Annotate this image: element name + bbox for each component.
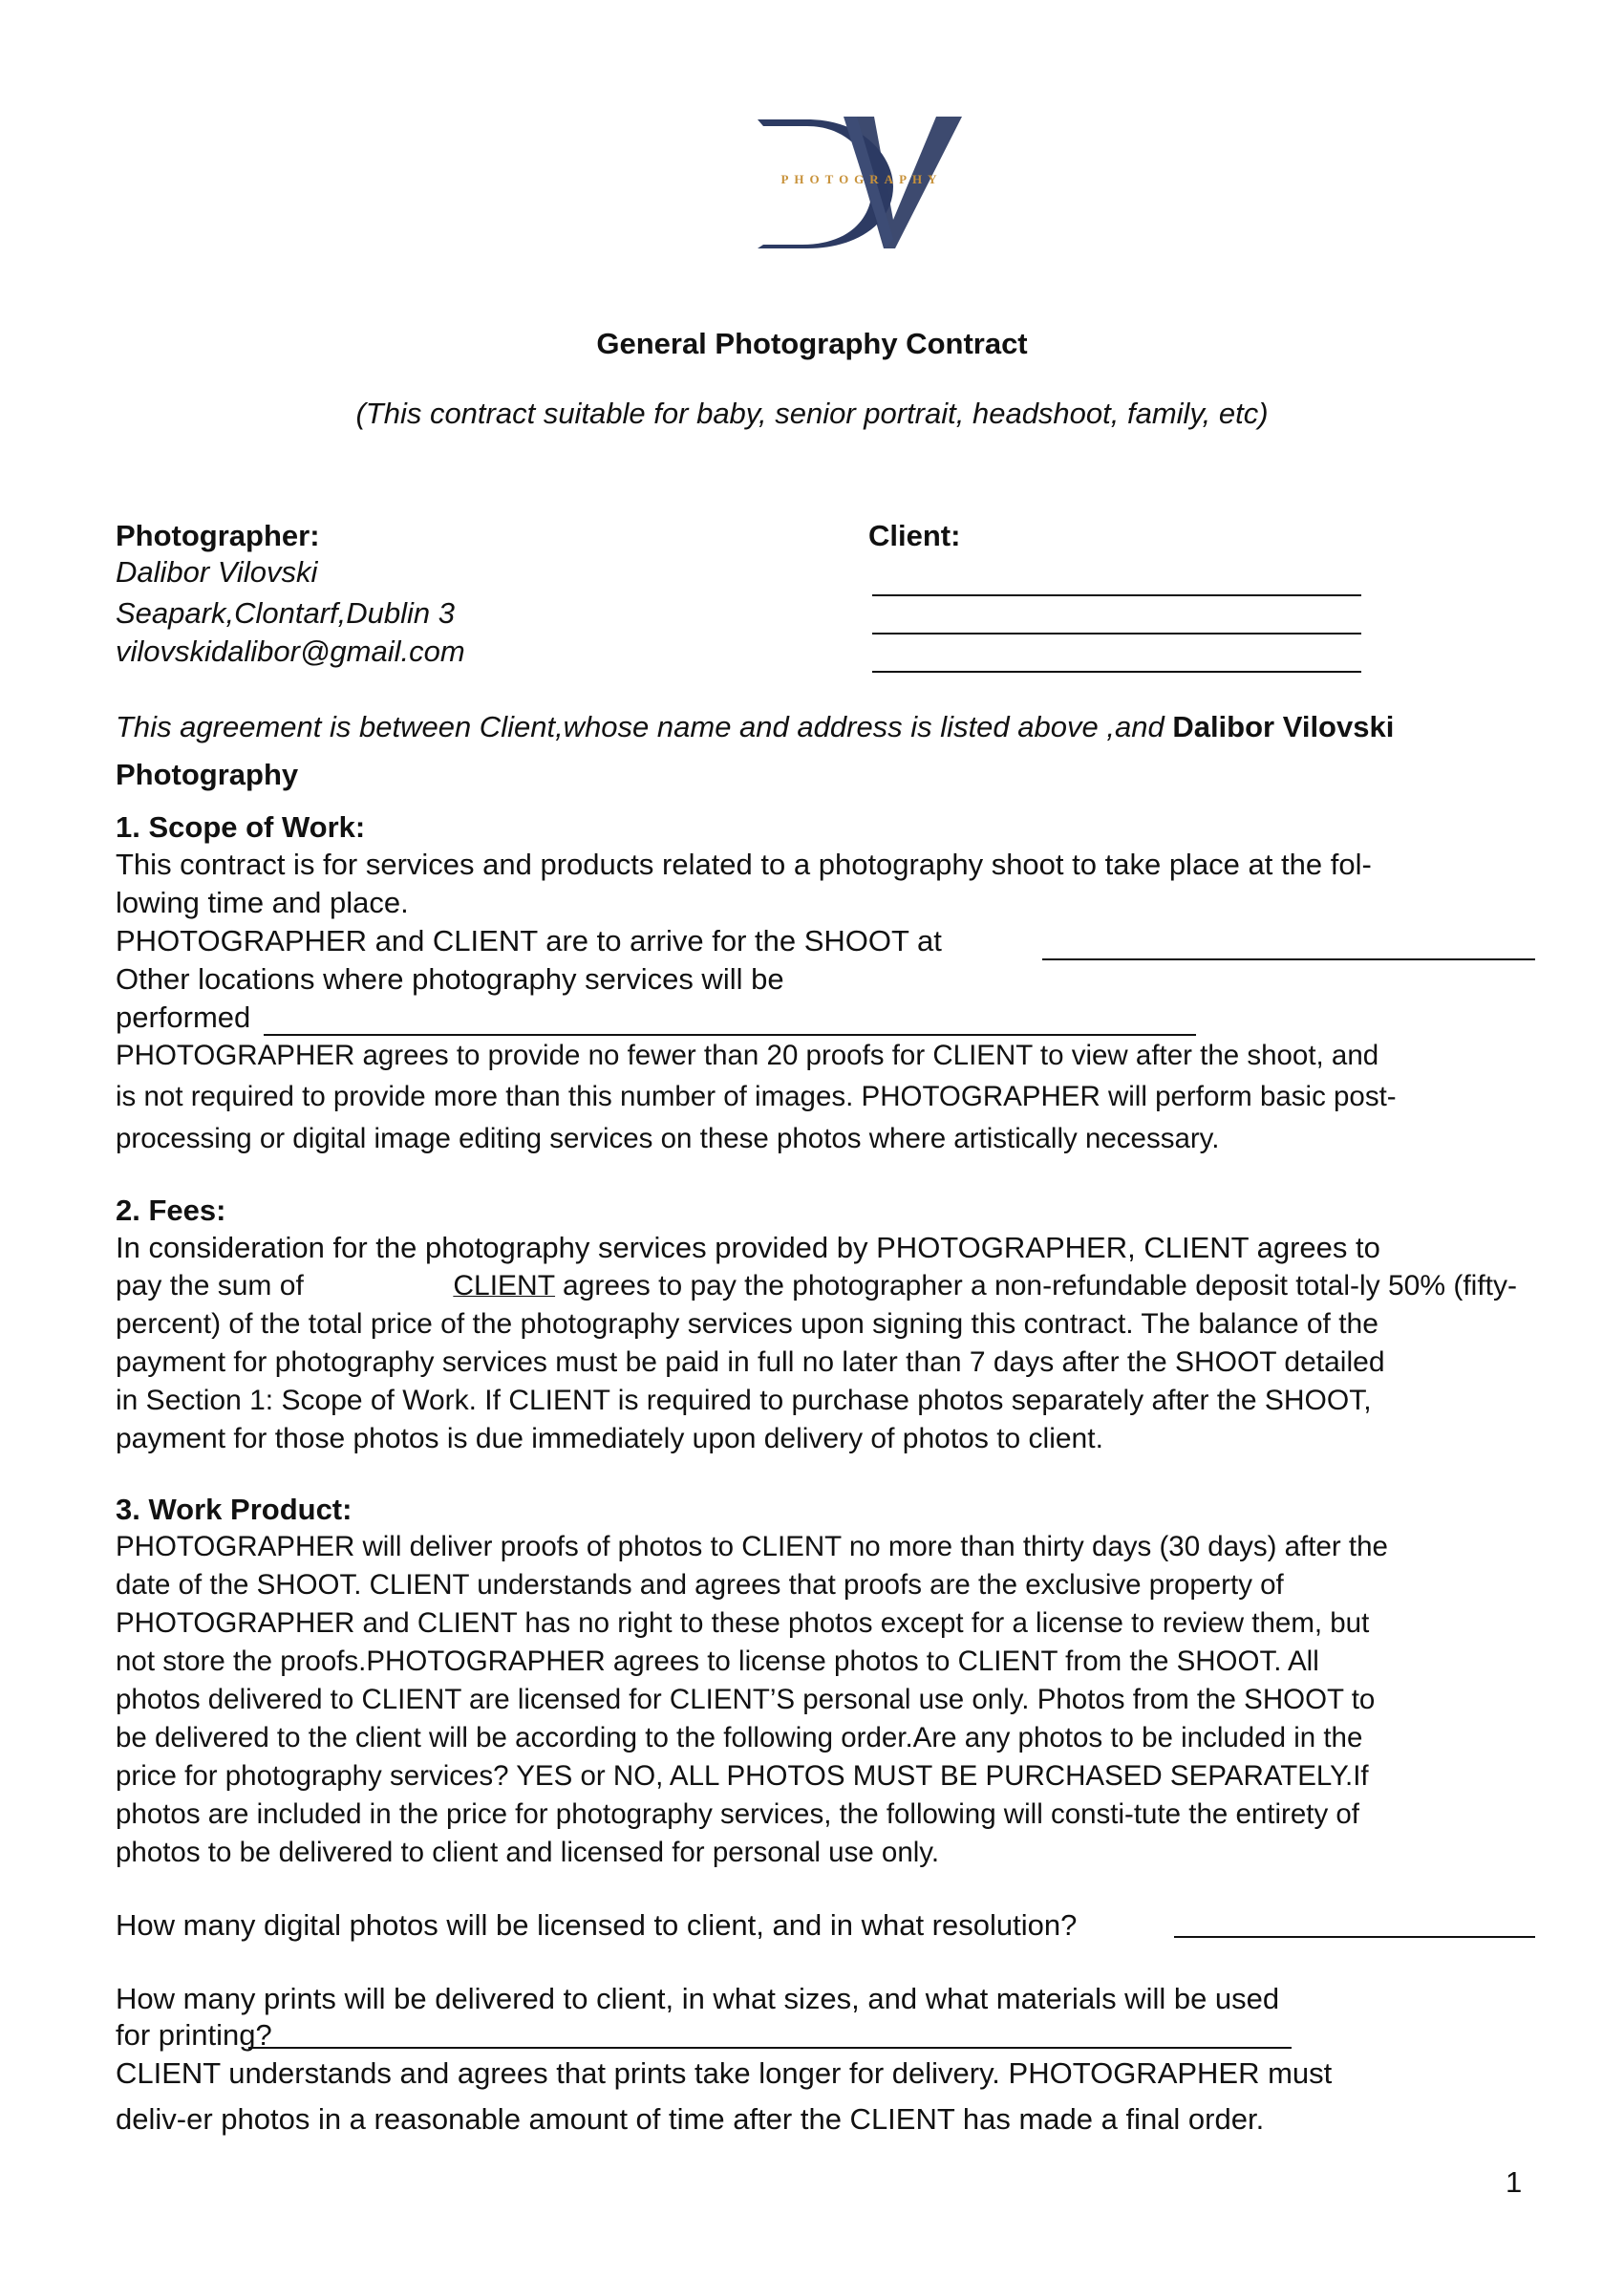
digital-question: How many digital photos will be licensed to client, and in what resolution? <box>116 1908 1078 1942</box>
work-heading: 3. Work Product: <box>116 1493 353 1526</box>
delivery-line1: CLIENT understands and agrees that prints take longer for delivery. PHOTOGRAPHER must <box>116 2056 1333 2090</box>
fees-heading: 2. Fees: <box>116 1194 226 1227</box>
arrive-time-field[interactable] <box>1042 958 1535 960</box>
agreement-party: Dalibor Vilovski <box>1172 710 1395 743</box>
client-address-field[interactable] <box>872 633 1361 635</box>
work-line: photos are included in the price for photography services, the following will consti-tute the entirety of <box>116 1798 1359 1830</box>
fees-line5: in Section 1: Scope of Work. If CLIENT is required to purchase photos separately after the SHOOT, <box>116 1385 1372 1416</box>
prints-answer-field[interactable] <box>248 2047 1292 2049</box>
client-name-field[interactable] <box>872 594 1361 596</box>
logo <box>750 105 970 258</box>
fees-deposit: agrees to pay the photographer a non-refundable deposit total-ly 50% (fifty- <box>563 1270 1517 1301</box>
work-line: photos to be delivered to client and licensed for personal use only. <box>116 1837 940 1868</box>
work-line: not store the proofs.PHOTOGRAPHER agrees to license photos to CLIENT from the SHOOT. All <box>116 1645 1319 1677</box>
work-line: date of the SHOOT. CLIENT understands and agrees that proofs are the exclusive property of <box>116 1569 1284 1601</box>
scope-line1: This contract is for services and products related to a photography shoot to take place at the fol- <box>116 848 1372 881</box>
photographer-address: Seapark,Clontarf,Dublin 3 <box>116 596 455 630</box>
other-locations-field[interactable] <box>264 1034 1196 1036</box>
page-number: 1 <box>1506 2165 1523 2199</box>
client-contact-field[interactable] <box>872 671 1361 673</box>
fees-pay-sum: pay the sum of <box>116 1270 304 1301</box>
agreement-prefix: This agreement is between Client,whose name and address is listed above ,and <box>116 710 1165 743</box>
fees-client-underlined: CLIENT <box>453 1270 556 1301</box>
scope-proofs2: is not required to provide more than this number of images. PHOTOGRAPHER will perform basic post- <box>116 1081 1397 1112</box>
scope-arrive: PHOTOGRAPHER and CLIENT are to arrive for the SHOOT at <box>116 924 942 957</box>
fees-line1: In consideration for the photography services provided by PHOTOGRAPHER, CLIENT agrees to <box>116 1231 1380 1264</box>
prints-question1: How many prints will be delivered to client, in what sizes, and what materials will be used <box>116 1982 1280 2015</box>
scope-other1: Other locations where photography services will be <box>116 962 784 996</box>
fees-line6: payment for those photos is due immediately upon delivery of photos to client. <box>116 1423 1103 1454</box>
fees-line2 <box>116 1267 1517 1305</box>
work-line: price for photography services? YES or NO, ALL PHOTOS MUST BE PURCHASED SEPARATELY.If <box>116 1760 1369 1792</box>
photographer-email: vilovskidalibor@gmail.com <box>116 635 465 668</box>
fees-line3: percent) of the total price of the photography services upon signing this contract. The balance of the <box>116 1308 1378 1340</box>
work-line: PHOTOGRAPHER and CLIENT has no right to these photos except for a license to review them, but <box>116 1607 1370 1639</box>
prints-question2: for printing? <box>116 2018 272 2052</box>
fees-line4: payment for photography services must be paid in full no later than 7 days after the SHOOT detailed <box>116 1346 1385 1378</box>
scope-line2: lowing time and place. <box>116 886 409 919</box>
work-line: be delivered to the client will be according to the following order.Are any photos to be included in the <box>116 1722 1363 1753</box>
logo-subtitle: PHOTOGRAPHY <box>780 172 943 186</box>
work-line: PHOTOGRAPHER will deliver proofs of photos to CLIENT no more than thirty days (30 days) after the <box>116 1531 1388 1562</box>
agreement-party-line2: Photography <box>116 758 299 791</box>
scope-proofs1: PHOTOGRAPHER agrees to provide no fewer than 20 proofs for CLIENT to view after the shoot, and <box>116 1040 1379 1071</box>
document-subtitle: (This contract suitable for baby, senior portrait, headshoot, family, etc) <box>355 397 1269 430</box>
digital-answer-field[interactable] <box>1174 1936 1535 1938</box>
scope-proofs3: processing or digital image editing services on these photos where artistically necessary. <box>116 1123 1220 1154</box>
agreement-line <box>116 708 1394 746</box>
client-heading: Client: <box>868 519 961 552</box>
scope-heading: 1. Scope of Work: <box>116 810 366 844</box>
photographer-name: Dalibor Vilovski <box>116 555 318 589</box>
work-line: photos delivered to CLIENT are licensed for CLIENT’S personal use only. Photos from the SHOOT to <box>116 1684 1376 1715</box>
document-title: General Photography Contract <box>596 327 1028 360</box>
delivery-line2: deliv-er photos in a reasonable amount of time after the CLIENT has made a final order. <box>116 2102 1265 2136</box>
scope-other2: performed <box>116 1000 251 1034</box>
photographer-heading: Photographer: <box>116 519 320 552</box>
